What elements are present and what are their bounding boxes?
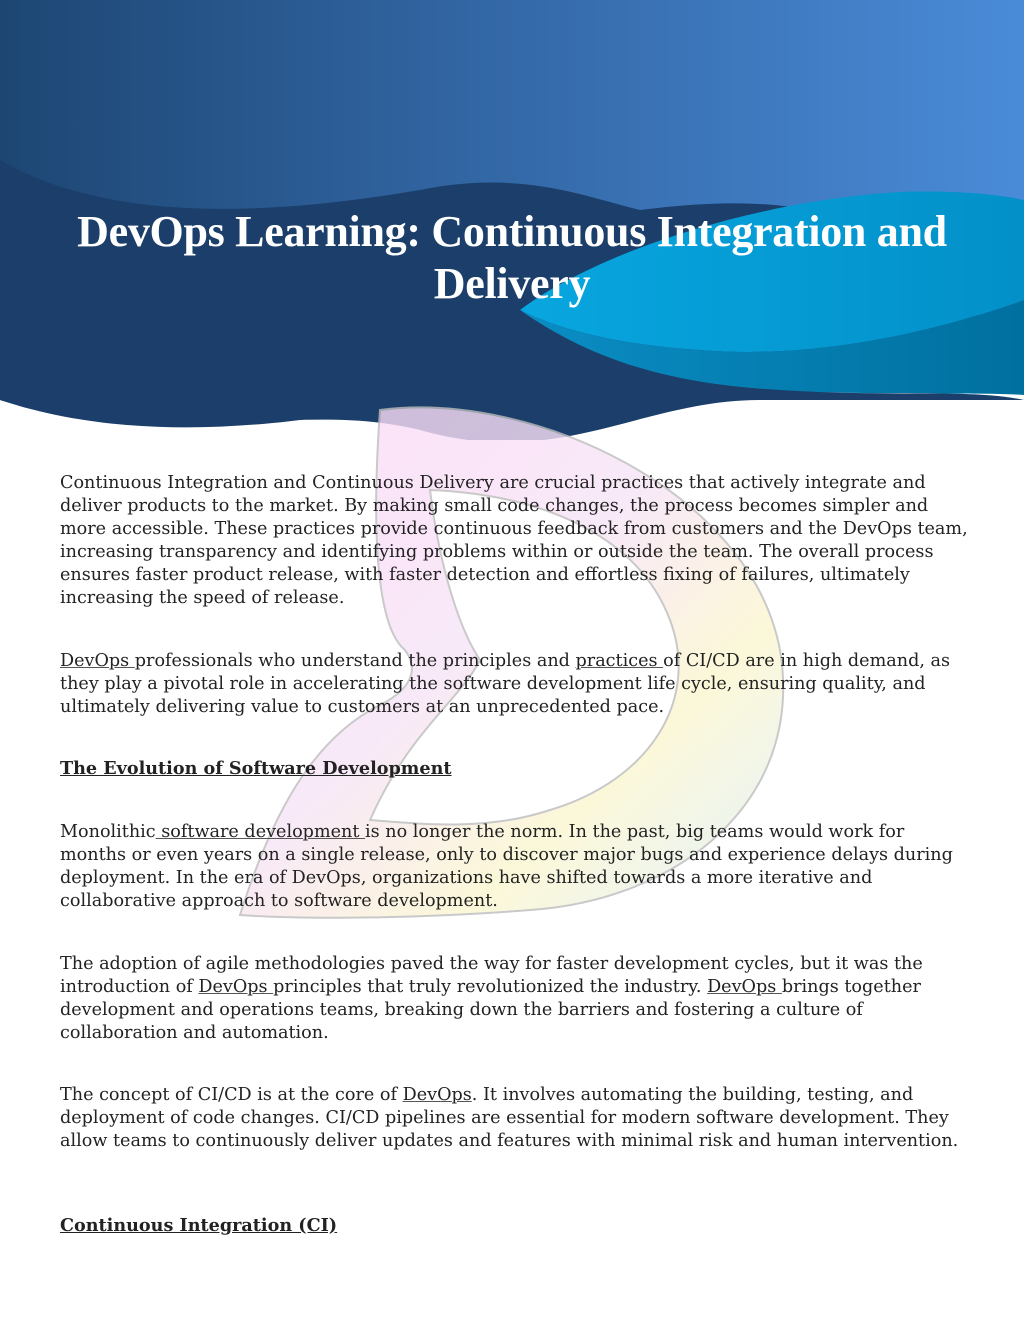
paragraph-monolithic: Monolithic software development is no longer the norm. In the past, big teams would work for months or even years on a single release, only to discover major bugs and experience delays during deployment. In the era of DevOps, organizations have shifted towards a more iterative and collaborative approach to software development.: [60, 822, 953, 911]
link-devops-2[interactable]: DevOps: [198, 977, 274, 997]
link-practices[interactable]: practices: [575, 651, 664, 671]
page-title: [40, 206, 984, 310]
heading-continuous-integration: Continuous Integration (CI): [60, 1215, 338, 1236]
intro-paragraph: Continuous Integration and Continuous Delivery are crucial practices that actively integrate and deliver products to the market. By making small code changes, the process becomes simpler and more accessible. These practices provide continuous feedback from customers and the DevOps team, increasing transparency and identifying problems within or outside the team. The overall process ensures faster product release, with faster detection and effortless fixing of failures, ultimately increasing the speed of release.: [60, 473, 968, 608]
link-software-development[interactable]: software development: [155, 822, 366, 842]
paragraph-cicd-concept: The concept of CI/CD is at the core of DevOps. It involves automating the building, testing, and deployment of code changes. CI/CD pipelines are essential for modern software development. They allow teams to continuously deliver updates and features with minimal risk and human intervention.: [60, 1085, 959, 1151]
paragraph-devops-professionals: DevOps professionals who understand the principles and practices of CI/CD are in high demand, as they play a pivotal role in accelerating the software development life cycle, ensuring quality, and ultimately delivering value to customers at an unprecedented pace.: [60, 651, 951, 717]
heading-evolution: The Evolution of Software Development: [60, 758, 452, 779]
paragraph-agile: The adoption of agile methodologies paved the way for faster development cycles, but it was the introduction of DevOps principles that truly revolutionized the industry. DevOps brings together development and operations teams, breaking down the barriers and fostering a culture of collaboration and automation.: [60, 954, 923, 1043]
title-line-2: Delivery: [433, 259, 591, 308]
title-line-1: DevOps Learning: Continuous Integration and: [77, 207, 947, 256]
link-devops-4[interactable]: DevOps: [402, 1085, 472, 1105]
link-devops-3[interactable]: DevOps: [707, 977, 782, 997]
header-banner: [0, 0, 1024, 440]
link-devops[interactable]: DevOps: [60, 651, 135, 671]
